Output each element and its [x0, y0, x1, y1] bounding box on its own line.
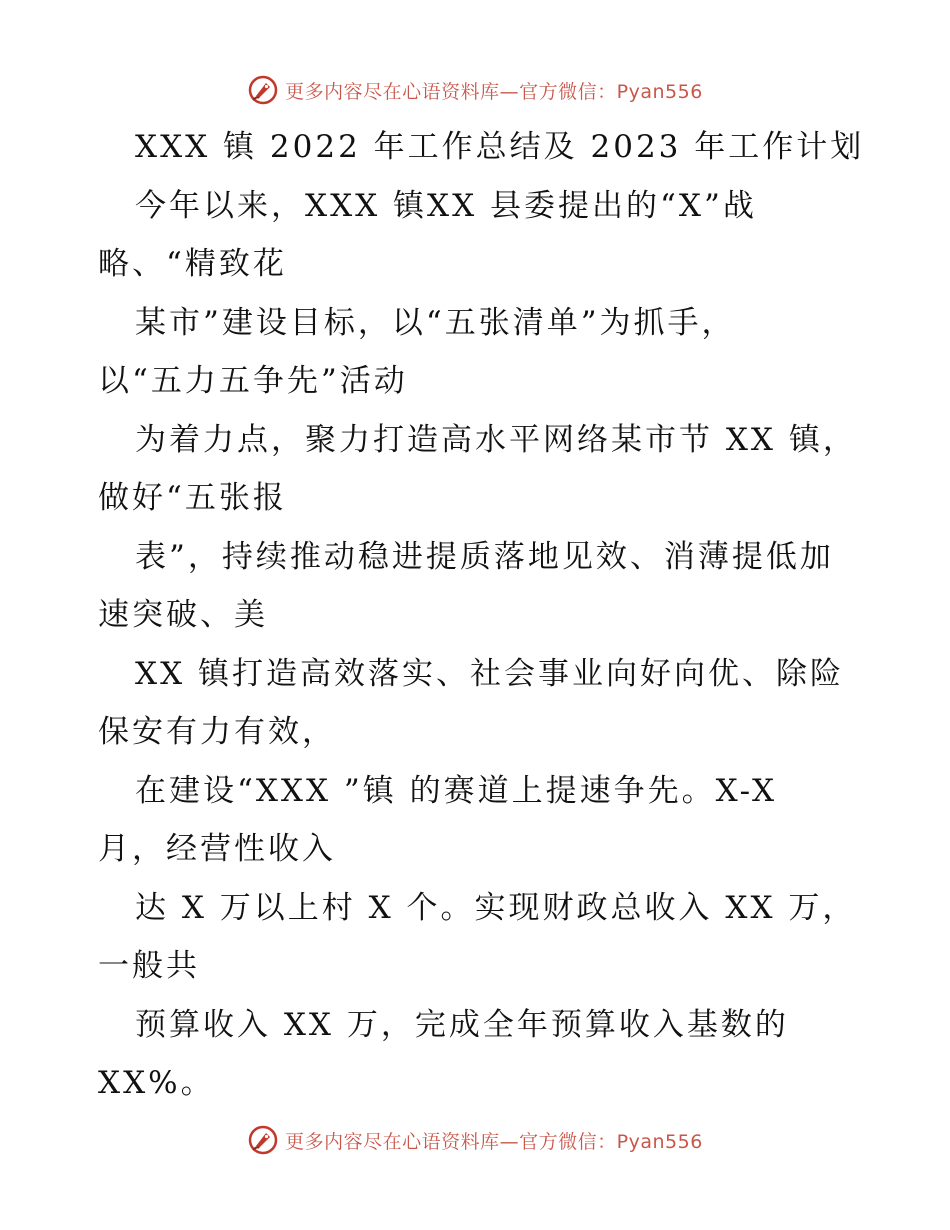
paragraph-line: 达 X 万以上村 X 个。实现财政总收入 XX 万，	[135, 890, 857, 926]
paragraph-line: 为着力点，聚力打造高水平网络某市节 XX 镇，	[135, 422, 857, 458]
paragraph-line: 保安有力有效，	[98, 714, 336, 750]
paragraph-line: XX%。	[98, 1065, 215, 1101]
paragraph-line: 做好“五张报	[98, 480, 287, 516]
footer-banner-text: 更多内容尽在心语资料库—官方微信：Pyan556	[285, 1130, 703, 1153]
paragraph-line: 以“五力五争先”活动	[98, 363, 408, 399]
paragraph-line: 表”，持续推动稳进提质落地见效、消薄提低加	[135, 539, 834, 575]
document-title: XXX 镇 2022 年工作总结及 2023 年工作计划	[135, 129, 865, 165]
pen-nib-logo-icon	[247, 1124, 279, 1156]
paragraph-line: 某市”建设目标，以“五张清单”为抓手，	[135, 305, 736, 341]
paragraph-line: 一般共	[98, 948, 200, 984]
paragraph-line: 预算收入 XX 万，完成全年预算收入基数的	[135, 1007, 789, 1043]
header-banner	[0, 70, 950, 110]
paragraph-line: 月，经营性收入	[98, 831, 336, 867]
header-banner-text: 更多内容尽在心语资料库—官方微信：Pyan556	[285, 80, 703, 103]
paragraph-line: 今年以来，XXX 镇XX 县委提出的“X”战	[135, 188, 757, 224]
pen-nib-logo-icon	[247, 74, 279, 106]
paragraph-line: 略、“精致花	[98, 246, 287, 282]
paragraph-line: 速突破、美	[98, 597, 268, 633]
paragraph-line: XX 镇打造高效落实、社会事业向好向优、除险	[135, 656, 844, 692]
paragraph-line: 在建设“XXX ”镇 的赛道上提速争先。X-X	[135, 773, 778, 809]
footer-banner	[0, 1120, 950, 1160]
